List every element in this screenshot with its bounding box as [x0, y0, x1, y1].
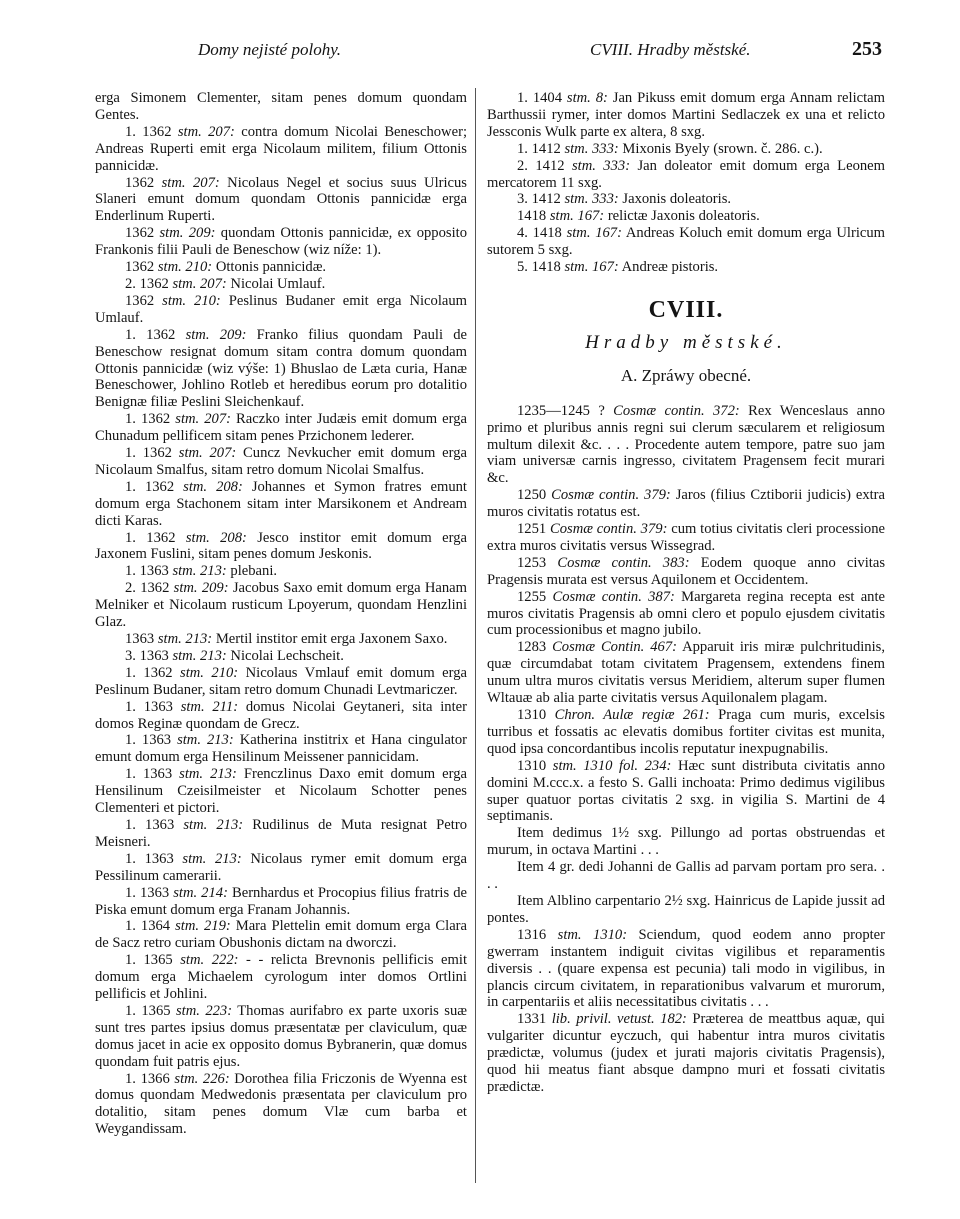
text-entry — [487, 208, 885, 225]
entry-text: - - relicta Brevnonis pellificis emit domum erga Michaelem cyrologum inter domos Ortlini pellificis et Johlini. — [95, 952, 467, 1003]
entry-source: stm. 214: — [173, 884, 228, 901]
entry-text: quondam Ottonis pannicidæ, ex opposito Frankonis filii Pauli de Beneschow (wiz níže: 1). — [95, 225, 467, 259]
entry-date: 1316 — [517, 926, 558, 943]
entry-source: stm. 207: — [178, 445, 237, 462]
entry-date: 2. 1362 — [125, 275, 173, 292]
running-head-left: Domy nejisté polohy. — [198, 40, 342, 59]
text-entry — [487, 555, 885, 589]
entry-date: 1362 — [125, 174, 162, 191]
entry-text: Jaxonis doleatoris. — [618, 191, 732, 208]
entry-text: Mara Plettelin emit domum erga Clara de Sacz retro curiam Obushonis dictam na dworczi. — [95, 918, 468, 952]
text-entry — [95, 580, 467, 631]
entry-text: Sciendum, quod eodem anno propter gwerram instantem indiguit civitas vigilibus et reparamentis diversis . . (quare expensa est pecunia) tali modo in vigilibus, in plancis circum civitatem, in reparationibus valvarum et murorum, in carpentariis et aliis necessitatibus civitatis . . . — [487, 926, 886, 1011]
entry-text: plebani. — [226, 563, 278, 580]
entry-text: Jesco institor emit domum erga Jaxonem Fuslini, sitam penes domum Jeskonis. — [95, 529, 467, 563]
text-entry — [95, 175, 467, 226]
entry-text: Ottonis pannicidæ. — [212, 259, 327, 276]
text-entry — [95, 732, 467, 766]
entry-date: 1. 1363 — [125, 563, 173, 580]
entry-date: 1. 1365 — [125, 952, 181, 969]
entry-source: lib. privil. vetust. 182: — [551, 1011, 687, 1028]
entry-text: Hæc sunt distributa civitatis anno domini M.ccc.x. a festo S. Galli inchoata: Primo dedimus vigilibus super quatuor portas civitatis 2 sxg. in vigilia S. Martini de 4 septimanis. — [487, 757, 886, 825]
text-entry — [487, 403, 885, 488]
entry-date: 1310 — [517, 757, 553, 774]
entry-text: Dorothea filia Friczonis de Wyenna est domus quondam Medwedonis præsentata per claviculum pro dotalitio, sitam penes domum Vlæ cum barba et Weygandissam. — [95, 1070, 467, 1138]
entry-source: stm. 209: — [159, 225, 216, 242]
text-entry — [487, 225, 885, 259]
entry-source: Cosmæ Contin. 467: — [552, 639, 677, 656]
entry-date: 1. 1362 — [125, 411, 176, 428]
right-column-entries — [487, 90, 885, 276]
entry-text: Eodem quoque anno civitas Pragensis murata est versus Aquilonem et Occidentem. — [487, 554, 885, 588]
entry-date: 1362 — [125, 259, 158, 276]
running-head-right: CVIII. Hradby městské. — [590, 40, 751, 59]
entry-date: 3. 1412 — [517, 191, 565, 208]
entry-text: contra domum Nicolai Beneschower; Andreas Ruperti emit erga Nicolaum militem, filium Ottonis pannicidæ. — [95, 123, 467, 174]
entry-source: stm. 167: — [549, 208, 605, 225]
entry-source: Cosmæ contin. 379: — [549, 521, 668, 538]
entry-date: 1. 1412 — [517, 140, 565, 157]
entry-text: Katherina institrix et Hana cingulator emunt domum erga Hensilinum Meissener pannicidam. — [95, 732, 468, 766]
entry-source: Cosmæ contin. 379: — [551, 487, 671, 504]
text-entry — [95, 1003, 467, 1071]
entry-date: 3. 1363 — [125, 647, 173, 664]
entry-source: stm. 1310 fol. 234: — [552, 757, 672, 774]
text-entry — [95, 293, 467, 327]
entry-source: stm. 167: — [566, 225, 622, 242]
entry-date: 1235—1245 ? — [517, 402, 614, 419]
entry-text: Franko filius quondam Pauli de Beneschow resignat domum sitam contra domum quondam Ottonis pannicidæ (wiz výše: 1) Bhuslao de Læta curia, Hanæ Beneschower, Johlino Rotleb et heredibus eorum pro dotalitio Benignæ filiæ Peslini Sleichenkauf. — [95, 326, 467, 411]
entry-source: stm. 219: — [175, 918, 231, 935]
text-entry — [95, 445, 467, 479]
text-entry — [95, 665, 467, 699]
entry-date: 1. 1362 — [125, 445, 179, 462]
entry-date: 1. 1363 — [125, 698, 181, 715]
entry-source: Cosmæ contin. 387: — [552, 588, 675, 605]
text-entry — [95, 885, 467, 919]
entry-source: stm. 207: — [177, 123, 235, 140]
entry-text: erga Simonem Clementer, sitam penes domum quondam Gentes. — [95, 90, 467, 123]
entry-source: Cosmæ contin. 383: — [557, 554, 690, 571]
entry-text: Jacobus Saxo emit domum erga Hanam Melniker et Nicolaum rusticum Lpoyerum, quondam Henzlini Glaz. — [95, 580, 467, 631]
text-entry — [95, 648, 467, 665]
text-entry — [487, 589, 885, 640]
entry-source: stm. 213: — [179, 766, 237, 783]
entry-source: stm. 208: — [185, 529, 247, 546]
entry-source: stm. 210: — [180, 664, 239, 681]
text-entry — [487, 1011, 885, 1096]
entry-text: relictæ Jaxonis doleatoris. — [604, 208, 760, 225]
entry-text: Nicolaus Negel et socius suus Ulricus Slaneri emunt domum quondam Ottonis pannicidæ erga Enderlinum Ruperti. — [95, 174, 467, 225]
text-entry — [95, 699, 467, 733]
text-entry — [95, 530, 467, 564]
subsection-title: A. Zpráwy obecné. — [620, 365, 752, 385]
entry-text: domus Nicolai Geytaneri, sita inter domos Reginæ quondam de Grecz. — [95, 698, 467, 732]
entry-date: 1331 — [517, 1011, 552, 1028]
entry-text: Peslinus Budaner emit erga Nicolaum Umlauf. — [95, 292, 468, 326]
right-column — [487, 90, 885, 1096]
entry-text: Præterea de meattbus aquæ, qui vulgariter dicuntur eyczuch, qui habentur intra muros civitatis prædictæ, volumus (judex et jurati majoris civitatis Pragensis), quod hii meatus fiant absque dampno muri et fossati civitatis prædictæ. — [487, 1011, 885, 1095]
entry-date: 1. 1363 — [125, 884, 174, 901]
entry-source: stm. 213: — [157, 631, 213, 647]
entry-date: 1251 — [517, 521, 550, 538]
entry-date: 1363 — [125, 631, 158, 647]
entry-date: 1. 1362 — [125, 664, 181, 681]
text-entry — [487, 893, 885, 927]
text-entry — [487, 158, 885, 192]
entry-source: stm. 333: — [571, 157, 631, 174]
column-divider — [475, 88, 476, 1183]
entry-date: 1. 1363 — [125, 766, 180, 783]
entry-source: stm. 1310: — [557, 926, 628, 943]
text-entry — [95, 766, 467, 817]
entry-text: Jan doleator emit domum erga Leonem mercatorem 11 sxg. — [487, 157, 885, 191]
entry-text: Andreæ pistoris. — [618, 259, 719, 276]
text-entry — [95, 1071, 467, 1139]
entry-text: Jaros (filius Cztiborii judicis) extra muros civitatis rotatus est. — [487, 487, 886, 521]
text-entry — [487, 707, 885, 758]
entry-date: 1. 1363 — [125, 850, 183, 867]
entry-source: stm. 210: — [157, 259, 213, 276]
entry-date: 1255 — [517, 588, 553, 605]
entry-source: stm. 213: — [172, 563, 227, 580]
section-entries — [487, 403, 885, 1096]
left-column — [95, 90, 467, 1138]
entry-text: Cuncz Nevkucher emit domum erga Nicolaum Smalfus, sitam retro domum Nicolai Smalfus. — [95, 445, 467, 478]
entry-source: Chron. Aulæ regiæ 261: — [554, 707, 710, 723]
entry-source: stm. 222: — [180, 952, 239, 969]
entry-date: 1. 1362 — [125, 478, 184, 495]
entry-date: 1. 1365 — [125, 1002, 176, 1019]
entry-source: stm. 209: — [173, 580, 229, 597]
entry-text: Apparuit iris miræ pulchritudinis, quæ circumdabat totam civitatem Pragensem, extendens finem unum ultra muros civitatis versus Meridiem, alterum super flumen Wltauæ ab alia parte civitatis versus Aquilonalem plagam. — [487, 639, 885, 707]
entry-date: 1310 — [517, 707, 555, 723]
entry-source: stm. 333: — [564, 140, 619, 157]
entry-source: stm. 207: — [175, 411, 231, 428]
entry-source: stm. 223: — [175, 1002, 233, 1019]
entry-text: Bernhardus et Procopius filius fratris de Piska emunt domum erga Franam Johannis. — [95, 884, 467, 918]
text-entry — [95, 851, 467, 885]
entry-source: Cosmæ contin. 372: — [613, 402, 740, 419]
text-entry — [95, 90, 467, 124]
entry-date: 2. 1362 — [125, 580, 174, 597]
text-entry — [95, 327, 467, 412]
entry-text: Andreas Koluch emit domum erga Ulricum sutorem 5 sxg. — [487, 225, 886, 259]
entry-text: Nicolai Umlauf. — [226, 275, 326, 292]
entry-text: Mixonis Byely (srown. č. 286. c.). — [618, 140, 823, 157]
text-entry — [487, 825, 885, 859]
text-entry — [487, 927, 885, 1012]
entry-date: 1. 1362 — [125, 123, 178, 140]
entry-text: Thomas aurifabro ex parte uxoris suæ sunt tres partes ipsius domus præsentatæ per claviculum, quæ domus jacet in acie ex opposito domus Bybranerin, quæ domus quondam fuit patris ejus. — [95, 1002, 467, 1070]
text-entry — [95, 918, 467, 952]
text-entry — [95, 817, 467, 851]
text-entry — [487, 758, 885, 826]
page-number: 253 — [852, 38, 882, 60]
text-entry — [95, 563, 467, 580]
entry-source: stm. 209: — [185, 326, 247, 343]
entry-date: 1. 1362 — [125, 326, 186, 343]
text-entry — [487, 141, 885, 158]
entry-date: 1253 — [517, 554, 558, 571]
entry-source: stm. 211: — [180, 698, 239, 715]
entry-text: Item Alblino carpentario 2½ sxg. Hainricus de Lapide jussit ad pontes. — [487, 892, 885, 926]
entry-date: 1362 — [125, 292, 163, 309]
text-entry — [487, 487, 885, 521]
text-entry — [95, 631, 467, 648]
entry-source: stm. 226: — [174, 1070, 230, 1087]
entry-text: Jan Pikuss emit domum erga Annam relictam Barthussii rymer, inter domos Martini Sedlaczek ex una et relicto Jessconis Wulk parte ex altera, 8 sxg. — [487, 90, 885, 140]
text-entry — [95, 225, 467, 259]
text-entry — [487, 191, 885, 208]
entry-text: Rex Wenceslaus anno primo et pluribus annis regni sui clerum sæcularem et religiosum multum dilexit &c. . . . Procedente autem tempore, patre suo jam viam universæ carnis ingresso, civitatem Pragensem fecit murari &c. — [487, 402, 885, 487]
text-entry — [487, 639, 885, 707]
entry-source: stm. 167: — [564, 259, 619, 276]
entry-text: cum totius civitatis cleri processione extra muros civitatis versus Wissegrad. — [487, 521, 885, 554]
entry-date: 1250 — [517, 487, 552, 504]
text-entry — [95, 411, 467, 445]
entry-date: 1. 1362 — [125, 529, 186, 546]
entry-date: 1362 — [125, 225, 160, 242]
entry-date: 1. 1363 — [125, 732, 178, 749]
entry-text: Rudilinus de Muta resignat Petro Meisneri. — [95, 816, 467, 850]
text-entry — [487, 521, 885, 555]
entry-source: stm. 207: — [172, 275, 227, 292]
entry-text: Nicolaus rymer emit domum erga Pessilinum camerarii. — [95, 850, 467, 884]
entry-text: Johannes et Symon fratres emunt domum erga Stachonem sitam inter Marsikonem et Andream dicti Karas. — [95, 478, 467, 529]
text-entry — [95, 276, 467, 293]
entry-source: stm. 208: — [183, 478, 243, 495]
section-number: CVIII. — [648, 296, 724, 323]
entry-source: stm. 8: — [566, 90, 608, 106]
entry-text: Praga cum muris, excelsis turribus et fossatis ac elevatis domibus fortiter civitas est munita, quod ipsa concordantibus incolis reputatur inexpugnabilis. — [487, 707, 885, 757]
entry-date: 4. 1418 — [517, 225, 567, 242]
entry-text: Mertil institor emit erga Jaxonem Saxo. — [212, 631, 448, 647]
entry-text: Item 4 gr. dedi Johanni de Gallis ad parvam portam pro sera. . . . — [487, 859, 885, 893]
running-head — [0, 40, 960, 66]
entry-source: stm. 213: — [177, 732, 234, 749]
text-entry — [95, 259, 467, 276]
entry-source: stm. 213: — [183, 816, 244, 833]
entry-source: stm. 207: — [161, 174, 220, 191]
entry-date: 1. 1366 — [125, 1070, 175, 1087]
text-entry — [487, 259, 885, 276]
entry-date: 1. 1363 — [125, 816, 184, 833]
section-title: Hradby městské. — [585, 331, 787, 353]
text-entry — [95, 952, 467, 1003]
entry-date: 2. 1412 — [517, 157, 572, 174]
entry-date: 5. 1418 — [517, 259, 565, 276]
entry-date: 1283 — [517, 639, 553, 656]
text-entry — [95, 124, 467, 175]
entry-text: Nicolai Lechscheit. — [226, 647, 344, 664]
text-entry — [487, 859, 885, 893]
entry-text: Raczko inter Judæis emit domum erga Chunadum pellificem sitam penes Przichonem lederer. — [95, 411, 467, 445]
entry-text: Nicolaus Vmlauf emit domum erga Peslinum Budaner, sitam retro domum Chunadi Levtmariczer. — [95, 664, 467, 698]
entry-source: stm. 213: — [182, 850, 242, 867]
entry-text: Margareta regina recepta est ante muros civitatis Pragensis ab omni clero et populo ejusdem civitatis cum processionibus et magno jubilo. — [487, 588, 886, 639]
entry-source: stm. 213: — [172, 647, 227, 664]
text-entry — [487, 90, 885, 141]
entry-source: stm. 210: — [162, 292, 221, 309]
entry-text: Item dedimus 1½ sxg. Pillungo ad portas obstruendas et murum, in octava Martini . . . — [487, 825, 885, 859]
entry-date: 1. 1364 — [125, 918, 176, 935]
entry-date: 1. 1404 — [517, 90, 567, 106]
entry-source: stm. 333: — [564, 191, 619, 208]
entry-text: Frenczlinus Daxo emit domum erga Hensilinum Czeisilmeister et Nicolaum Schotter penes Clementeri et pictori. — [95, 766, 467, 817]
entry-date: 1418 — [517, 208, 550, 225]
text-entry — [95, 479, 467, 530]
